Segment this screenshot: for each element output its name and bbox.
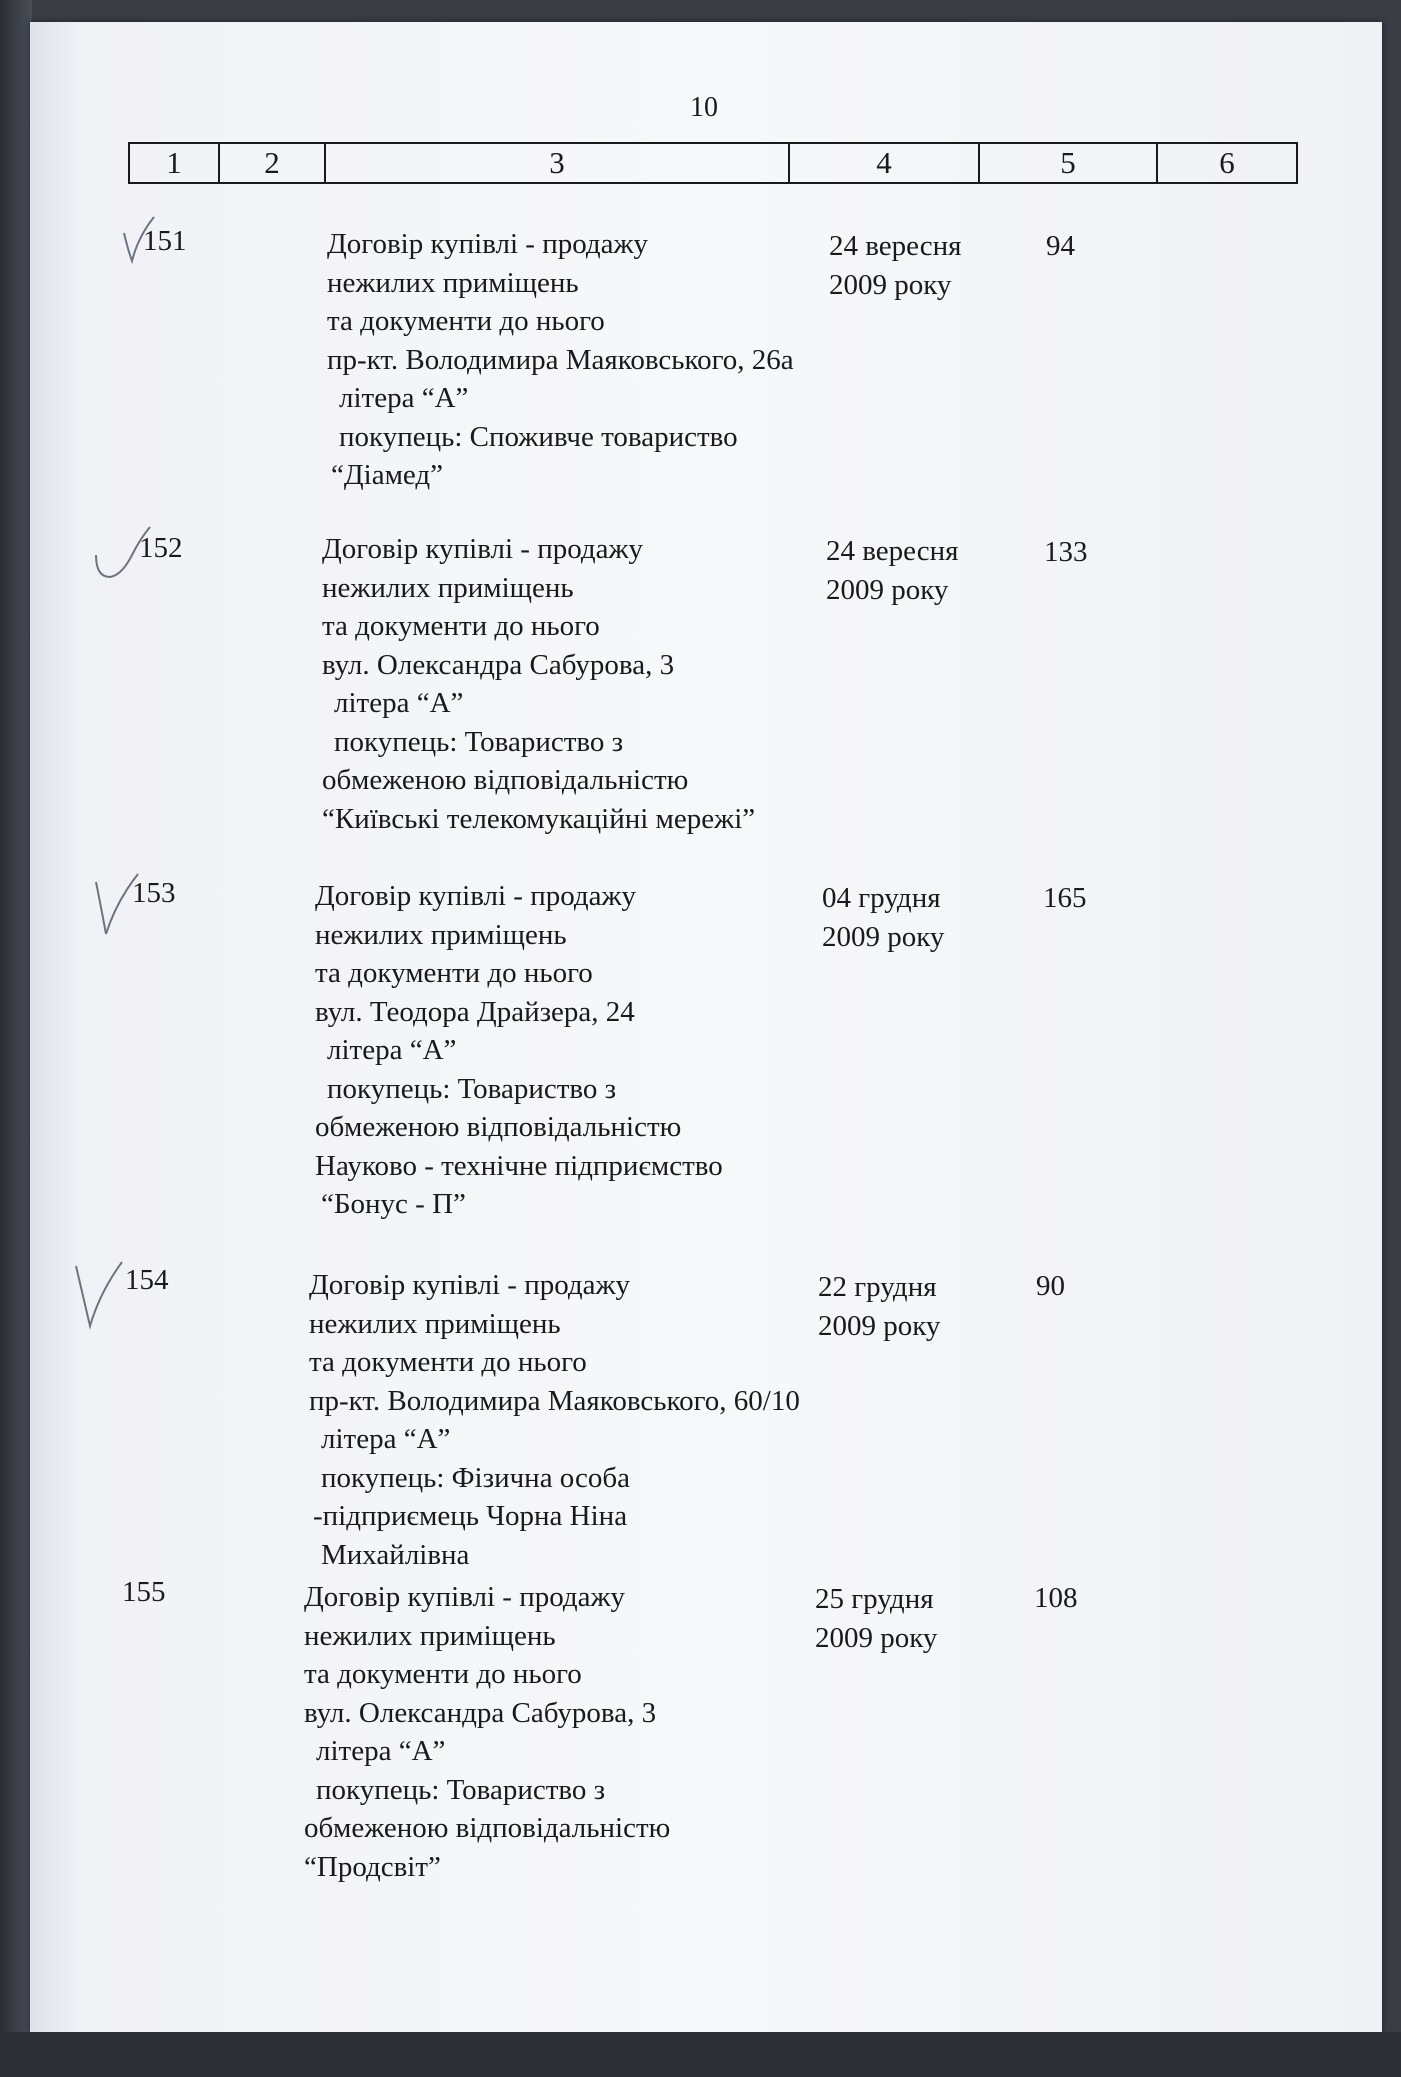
entry-page-count: 108 (1034, 1582, 1078, 1614)
date-line: 2009 року (829, 269, 952, 301)
description-line: “Київські телекомукаційні мережі” (322, 802, 756, 835)
description-line: нежилих приміщень (315, 918, 567, 951)
description-line: літера “А” (339, 382, 469, 414)
description-line: покупець: Товариство з (327, 1072, 617, 1105)
column-header-table (128, 142, 1298, 184)
description-line: літера “А” (316, 1735, 446, 1767)
description-line: обмеженою відповідальністю (304, 1812, 671, 1844)
description-line: нежилих приміщень (327, 266, 579, 299)
entry-number: 152 (139, 532, 183, 564)
description-line: покупець: Фізична особа (321, 1461, 631, 1494)
description-line: обмеженою відповідальністю (315, 1111, 682, 1143)
entry-number: 155 (122, 1576, 166, 1608)
entry-description (309, 1266, 800, 1574)
description-line: вул. Олександра Сабурова, 3 (304, 1696, 657, 1729)
description-line: “Бонус - П” (321, 1188, 466, 1220)
scanner-edge-bottom (0, 2032, 1401, 2077)
entry-page-count: 165 (1043, 882, 1087, 914)
description-line: та документи до нього (309, 1346, 587, 1378)
column-header-6: 6 (1157, 143, 1297, 183)
description-line: Науково - технічне підприємство (315, 1149, 723, 1182)
description-line: літера “А” (334, 687, 464, 719)
date-line: 24 вересня (829, 230, 962, 262)
description-line: покупець: Товариство з (334, 725, 624, 758)
entry-date (822, 879, 944, 957)
description-line: Михайлівна (321, 1538, 470, 1571)
entry-page-count: 94 (1046, 230, 1075, 262)
description-line: -підприємець Чорна Ніна (313, 1500, 628, 1532)
description-line: нежилих приміщень (322, 571, 574, 604)
description-line: вул. Олександра Сабурова, 3 (322, 648, 675, 681)
entry-date (829, 227, 961, 305)
entry-date (826, 532, 958, 610)
date-line: 2009 року (818, 1310, 941, 1342)
description-line: “Діамед” (331, 459, 444, 491)
description-line: обмеженою відповідальністю (322, 764, 689, 796)
entry-description (315, 877, 723, 1224)
date-line: 2009 року (815, 1622, 938, 1654)
description-line: “Продсвіт” (304, 1850, 441, 1883)
column-header-5: 5 (979, 143, 1157, 183)
description-line: Договір купівлі - продажу (304, 1581, 626, 1613)
description-line: та документи до нього (315, 957, 593, 989)
description-line: Договір купівлі - продажу (327, 228, 649, 260)
scanner-edge-left (0, 0, 32, 2077)
description-line: покупець: Споживче товариство (339, 420, 738, 453)
entry-number: 153 (132, 877, 176, 909)
date-line: 2009 року (822, 921, 945, 953)
entry-page-count: 133 (1044, 536, 1088, 568)
description-line: літера “А” (321, 1423, 451, 1455)
date-line: 24 вересня (826, 535, 959, 567)
date-line: 25 грудня (815, 1583, 934, 1615)
description-line: та документи до нього (327, 305, 605, 337)
pencil-check-icon (72, 1260, 126, 1330)
description-line: вул. Теодора Драйзера, 24 (315, 995, 635, 1028)
entry-date (815, 1580, 937, 1658)
description-line: нежилих приміщень (304, 1619, 556, 1652)
description-line: та документи до нього (322, 610, 600, 642)
description-line: Договір купівлі - продажу (309, 1269, 631, 1301)
page-number: 10 (690, 92, 718, 123)
description-line: пр-кт. Володимира Маяковського, 60/10 (309, 1384, 800, 1417)
date-line: 04 грудня (822, 882, 941, 914)
description-line: пр-кт. Володимира Маяковського, 26а (327, 343, 794, 376)
entry-number: 154 (125, 1264, 169, 1296)
description-line: та документи до нього (304, 1658, 582, 1690)
entry-description (327, 225, 794, 495)
date-line: 22 грудня (818, 1271, 937, 1303)
column-header-4: 4 (789, 143, 979, 183)
entry-description (322, 530, 755, 838)
column-header-2: 2 (219, 143, 325, 183)
column-header-1: 1 (129, 143, 219, 183)
entry-number: 151 (143, 225, 187, 257)
description-line: Договір купівлі - продажу (315, 880, 637, 912)
date-line: 2009 року (826, 574, 949, 606)
description-line: літера “А” (327, 1034, 457, 1066)
entry-date (818, 1268, 940, 1346)
description-line: нежилих приміщень (309, 1307, 561, 1340)
column-header-3: 3 (325, 143, 789, 183)
description-line: покупець: Товариство з (316, 1773, 606, 1806)
entry-page-count: 90 (1036, 1270, 1065, 1302)
description-line: Договір купівлі - продажу (322, 533, 644, 565)
entry-description (304, 1578, 670, 1886)
